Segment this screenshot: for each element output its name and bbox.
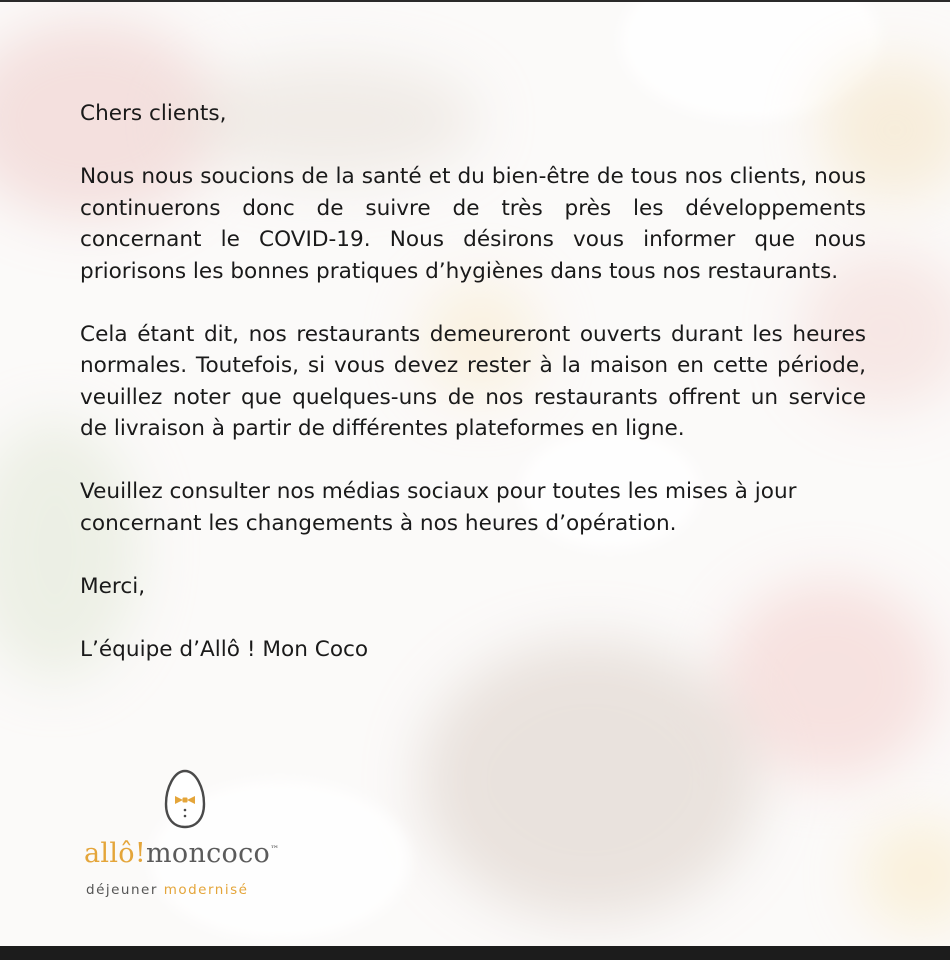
brand-tagline bbox=[86, 882, 248, 898]
tagline-modernise: modernisé bbox=[163, 882, 249, 898]
bottom-bar bbox=[0, 946, 950, 960]
tagline-dejeuner: déjeuner bbox=[86, 882, 164, 898]
brand-part-allo: allô! bbox=[84, 838, 146, 869]
brand-part-moncoco: moncoco bbox=[145, 838, 271, 869]
top-border bbox=[0, 0, 950, 2]
paragraph-health: Nous nous soucions de la santé et du bien-être de tous nos clients, nous continuerons donc de suivre de très près les développements concernant le COVID-19. Nous désirons vous informer que nous priorisons les bonnes pratiques d’hygiènes dans tous nos restaurants. bbox=[80, 164, 866, 284]
paragraph-opening-hours: Cela étant dit, nos restaurants demeureront ouverts durant les heures normales. Toutefois, si vous devez rester à la maison en cette période, veuillez noter que quelques-uns de nos restaurants offrent un service de livraison à partir de différentes plateformes en ligne. bbox=[80, 321, 866, 441]
signature: L’équipe d’Allô ! Mon Coco bbox=[80, 636, 369, 662]
egg-bowtie-icon bbox=[163, 768, 207, 830]
trademark: ™ bbox=[270, 845, 280, 855]
brand-logo bbox=[80, 768, 300, 908]
paragraph-social-media: Veuillez consulter nos médias sociaux pour toutes les mises à jour concernant les changements à nos heures d’opération. bbox=[80, 479, 797, 536]
letter-body bbox=[80, 98, 866, 665]
brand-wordmark bbox=[84, 838, 279, 869]
closing: Merci, bbox=[80, 573, 146, 599]
greeting: Chers clients, bbox=[80, 101, 227, 126]
